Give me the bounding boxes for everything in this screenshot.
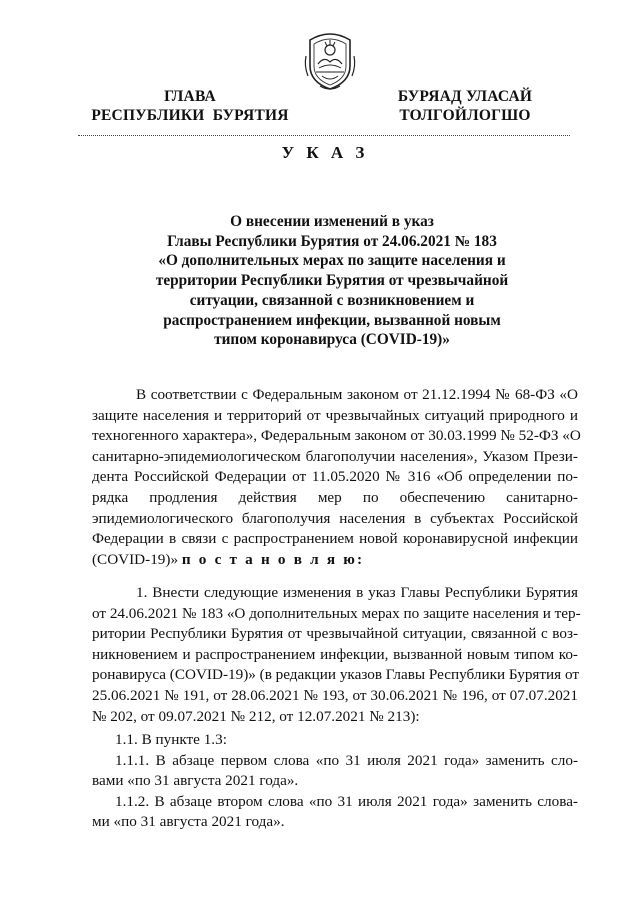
sub-item-1-1: 1.1. В пункте 1.3:	[115, 731, 227, 748]
preamble-line: эпидемиологического благополучия населения в субъектах Российской	[92, 509, 578, 527]
title-line: Главы Республики Бурятия от 24.06.2021 № 183	[167, 232, 497, 250]
header-right-line1: БУРЯАД УЛАСАЙ	[397, 88, 533, 105]
item-1-paragraph	[92, 583, 581, 727]
item1-line: 25.06.2021 № 191, от 28.06.2021 № 193, от 30.06.2021 № 196, от 07.07.2021	[92, 686, 578, 704]
title-line: территории Республики Бурятия от чрезвычайной	[155, 272, 509, 290]
preamble-line: санитарно-эпидемиологическом благополучии населения», Указом Прези-	[92, 447, 578, 465]
header-right	[360, 87, 570, 125]
document-title	[100, 212, 564, 350]
decree-label: У К А З	[281, 143, 369, 162]
sub-items	[92, 730, 578, 833]
header-left	[70, 87, 310, 125]
sub-item-1-1-2-rest: ми «по 31 августа 2021 года».	[92, 813, 285, 831]
sub-item-1-1-1-first: 1.1.1. В абзаце первом слова «по 31 июля 2021 года» заменить сло-	[115, 751, 578, 769]
title-line: типом коронавируса (COVID-19)»	[214, 331, 450, 349]
item1-line: ритории Республики Бурятия от чрезвычайной ситуации, связанной с воз-	[92, 625, 578, 643]
preamble-paragraph	[92, 385, 581, 570]
title-line: «О дополнительных мерах по защите населения и	[158, 252, 506, 270]
sub-item-1-1-2-first: 1.1.2. В абзаце втором слова «по 31 июля 2021 года» заменить слова-	[115, 792, 578, 810]
preamble-line: Федерации в связи с распространением новой коронавирусной инфекции	[92, 530, 578, 548]
header-right-line2: ТОЛГОЙЛОГШО	[399, 107, 531, 124]
header-left-line1: ГЛАВА	[164, 88, 216, 105]
item1-line: 1. Внести следующие изменения в указ Главы Республики Бурятия	[136, 584, 578, 601]
title-line: О внесении изменений в указ	[230, 213, 434, 230]
preamble-last-line	[92, 550, 578, 571]
item1-line: № 202, от 09.07.2021 № 212, от 12.07.2021 № 213):	[92, 707, 420, 725]
item1-line: от 24.06.2021 № 183 «О дополнительных мерах по защите населения и тер-	[92, 604, 581, 622]
title-line: распространением инфекции, вызванной новым	[163, 311, 501, 329]
resolve-word: п о с т а н о в л я ю:	[181, 550, 365, 568]
preamble-line: рядка продления действия мер по обеспечению санитарно-	[92, 488, 578, 506]
header-divider	[78, 135, 570, 136]
item1-line: ронавируса (COVID-19)» (в редакции указов Главы Республики Бурятия от	[92, 666, 579, 684]
preamble-line: техногенного характера», Федеральным законом от 30.03.1999 № 52-ФЗ «О	[92, 427, 581, 445]
header-left-line2: РЕСПУБЛИКИ БУРЯТИЯ	[91, 107, 289, 124]
coat-of-arms-icon	[302, 26, 358, 92]
preamble-line: В соответствии с Федеральным законом от 21.12.1994 № 68-ФЗ «О	[136, 386, 578, 403]
preamble-line: защите населения и территорий от чрезвычайных ситуаций природного и	[92, 406, 578, 424]
item1-line: никновением и распространением инфекции, вызванной новым типом ко-	[92, 645, 578, 663]
preamble-line: дента Российской Федерации от 11.05.2020 № 316 «Об определении по-	[92, 468, 578, 486]
sub-item-1-1-1-rest: вами «по 31 августа 2021 года».	[92, 772, 299, 790]
title-line: ситуации, связанной с возникновением и	[189, 291, 475, 309]
preamble-last-text: (COVID-19)»	[92, 550, 182, 568]
